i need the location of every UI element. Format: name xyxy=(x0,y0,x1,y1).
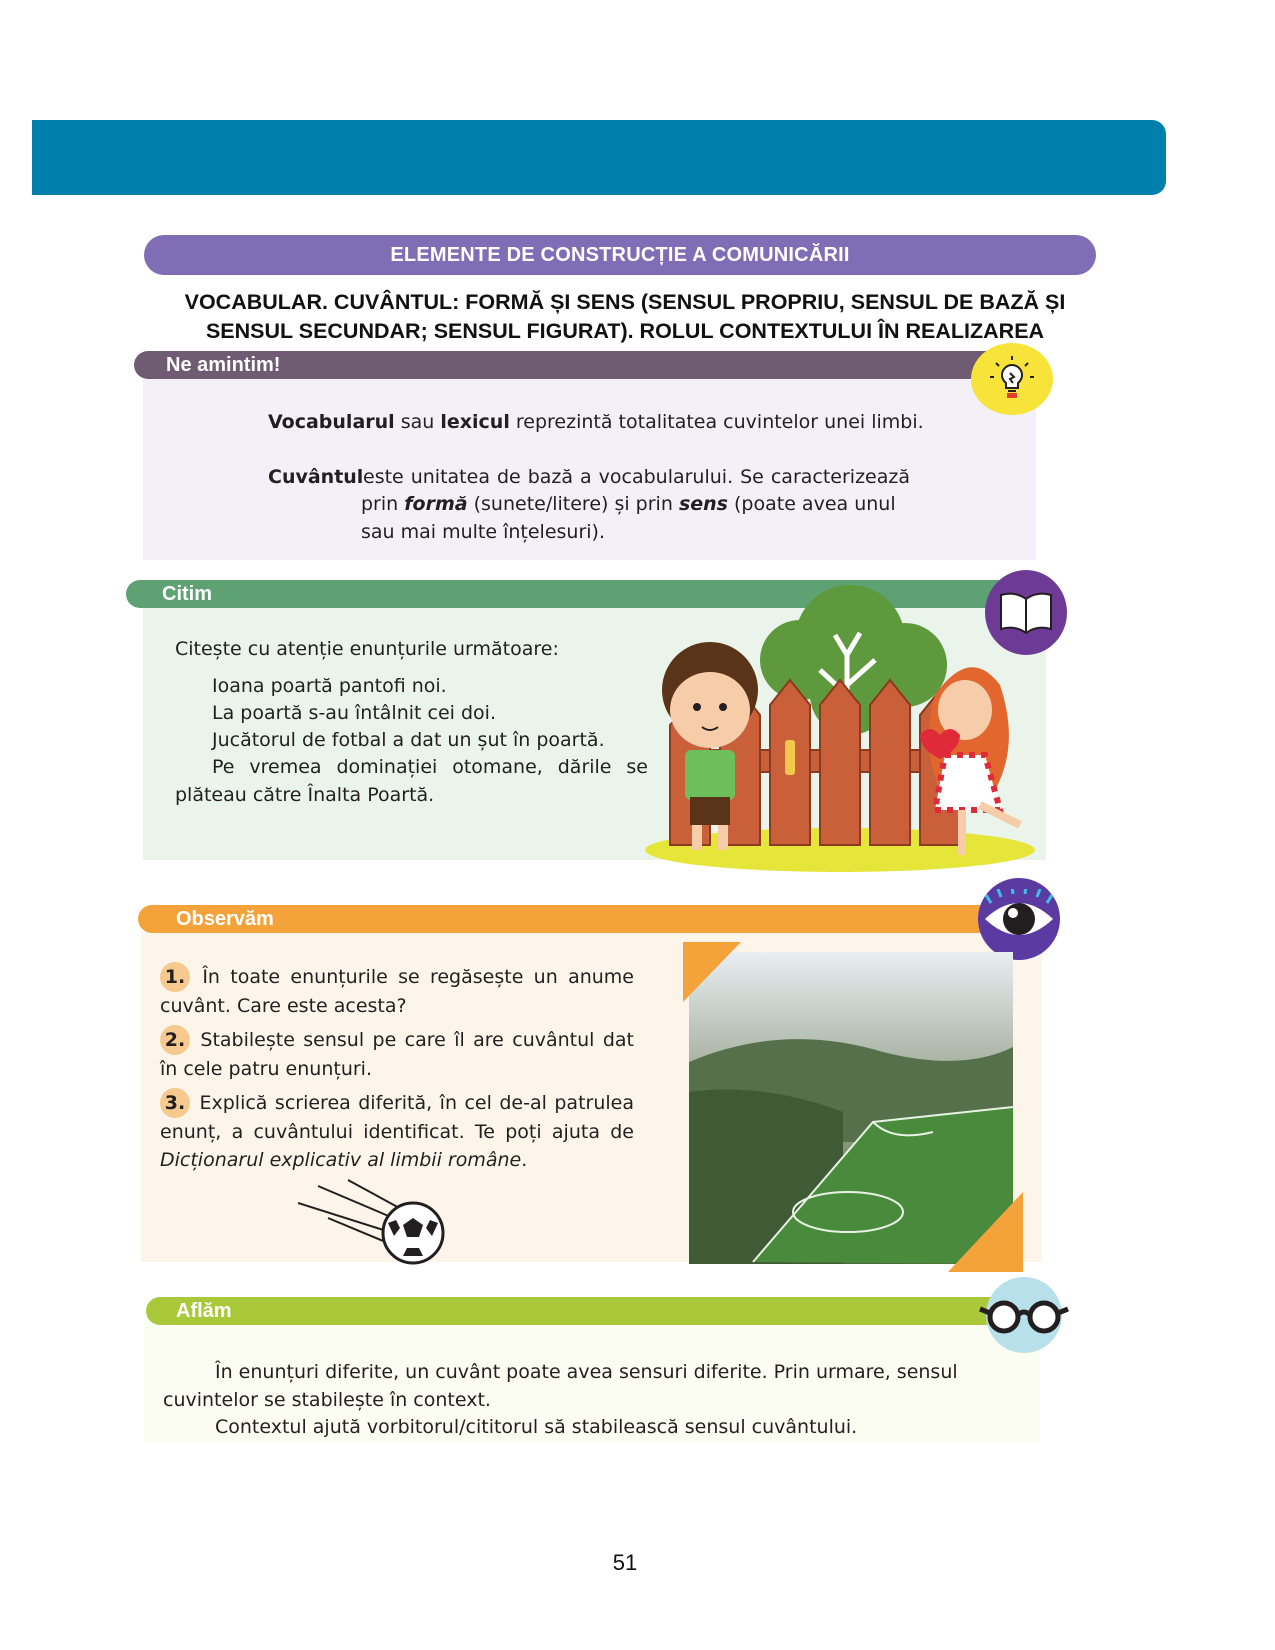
ne-amintim-bar xyxy=(134,351,1004,379)
observam-item-2 xyxy=(160,1025,634,1083)
glasses-icon xyxy=(978,1275,1070,1355)
cuvant-definition-term xyxy=(268,463,363,491)
aflam-paragraph-1: În enunțuri diferite, un cuvânt poate avea sensuri diferite. Prin urmare, sensul cuvintelor se stabilește în context. xyxy=(163,1361,958,1411)
observam-bar xyxy=(138,905,1023,933)
term-lexicul: lexicul xyxy=(440,411,510,433)
text-sau: sau xyxy=(400,411,435,433)
top-banner xyxy=(32,120,1166,195)
fence-latch xyxy=(785,740,795,775)
item-number: 3. xyxy=(160,1088,190,1118)
kids-fence-illustration xyxy=(640,575,1040,875)
dictionary-title: Dicționarul explicativ al limbii române xyxy=(160,1149,522,1171)
period: . xyxy=(521,1149,528,1171)
open-book-icon xyxy=(985,570,1067,655)
text-prin: prin xyxy=(361,493,399,515)
soccer-ball-icon xyxy=(298,1178,448,1270)
citim-sentence: La poartă s-au întâlnit cei doi. xyxy=(212,702,496,724)
observam-item-3 xyxy=(160,1088,634,1174)
lightbulb-icon xyxy=(971,343,1053,415)
item-number: 2. xyxy=(160,1025,190,1055)
citim-label: Citim xyxy=(162,582,212,605)
observam-label: Observăm xyxy=(176,907,274,930)
aflam-bar xyxy=(146,1297,1026,1325)
vocabular-definition-rest: reprezintă totalitatea cuvintelor unei limbi. xyxy=(515,411,924,433)
vocabular-definition xyxy=(268,408,968,436)
term-forma: formă xyxy=(404,493,468,515)
citim-sentence: Ioana poartă pantofi noi. xyxy=(212,675,447,697)
cuvant-definition-rest xyxy=(361,490,911,546)
term-vocabularul: Vocabularul xyxy=(268,411,395,433)
citim-sentence: Jucătorul de fotbal a dat un șut în poartă. xyxy=(212,729,605,751)
cuvant-definition-line1: este unitatea de bază a vocabularului. Se caracterizează xyxy=(363,466,910,488)
item-text: Stabilește sensul pe care îl are cuvântul dat în cele patru enunțuri. xyxy=(160,1029,634,1080)
item-text: În toate enunțurile se regăsește un anume cuvânt. Care este acesta? xyxy=(160,966,634,1017)
section-title: ELEMENTE DE CONSTRUCȚIE A COMUNICĂRII xyxy=(144,235,1096,275)
page-number: 51 xyxy=(612,1550,638,1575)
ne-amintim-label: Ne amintim! xyxy=(166,353,281,376)
item-text: Explică scrierea diferită, în cel de-al patrulea enunț, a cuvântului identificat. Te poți ajuta de xyxy=(160,1092,634,1143)
aflam-label: Aflăm xyxy=(176,1299,232,1322)
football-field-photo xyxy=(683,942,1023,1272)
term-sens: sens xyxy=(678,493,728,515)
text-sunete: (sunete/litere) și prin xyxy=(473,493,673,515)
citim-intro: Citește cu atenție enunțurile următoare: xyxy=(175,638,559,660)
observam-item-1 xyxy=(160,962,634,1020)
text-intelesuri: (poate avea unul sau mai multe înțelesuri). xyxy=(361,493,896,543)
aflam-paragraph-2: Contextul ajută vorbitorul/cititorul să stabilească sensul cuvântului. xyxy=(215,1416,858,1438)
item-number: 1. xyxy=(160,962,190,992)
citim-sentence: Pe vremea dominației otomane, dările se plăteau către Înalta Poartă. xyxy=(175,756,648,806)
lesson-title: VOCABULAR. CUVÂNTUL: FORMĂ ȘI SENS (SENSUL PROPRIU, SENSUL DE BAZĂ ȘI SENSUL SECUNDAR; SENSUL FIGURAT). ROLUL CONTEXTULUI ÎN REALIZAREA xyxy=(184,290,1066,343)
term-cuvantul: Cuvântul xyxy=(268,466,364,488)
